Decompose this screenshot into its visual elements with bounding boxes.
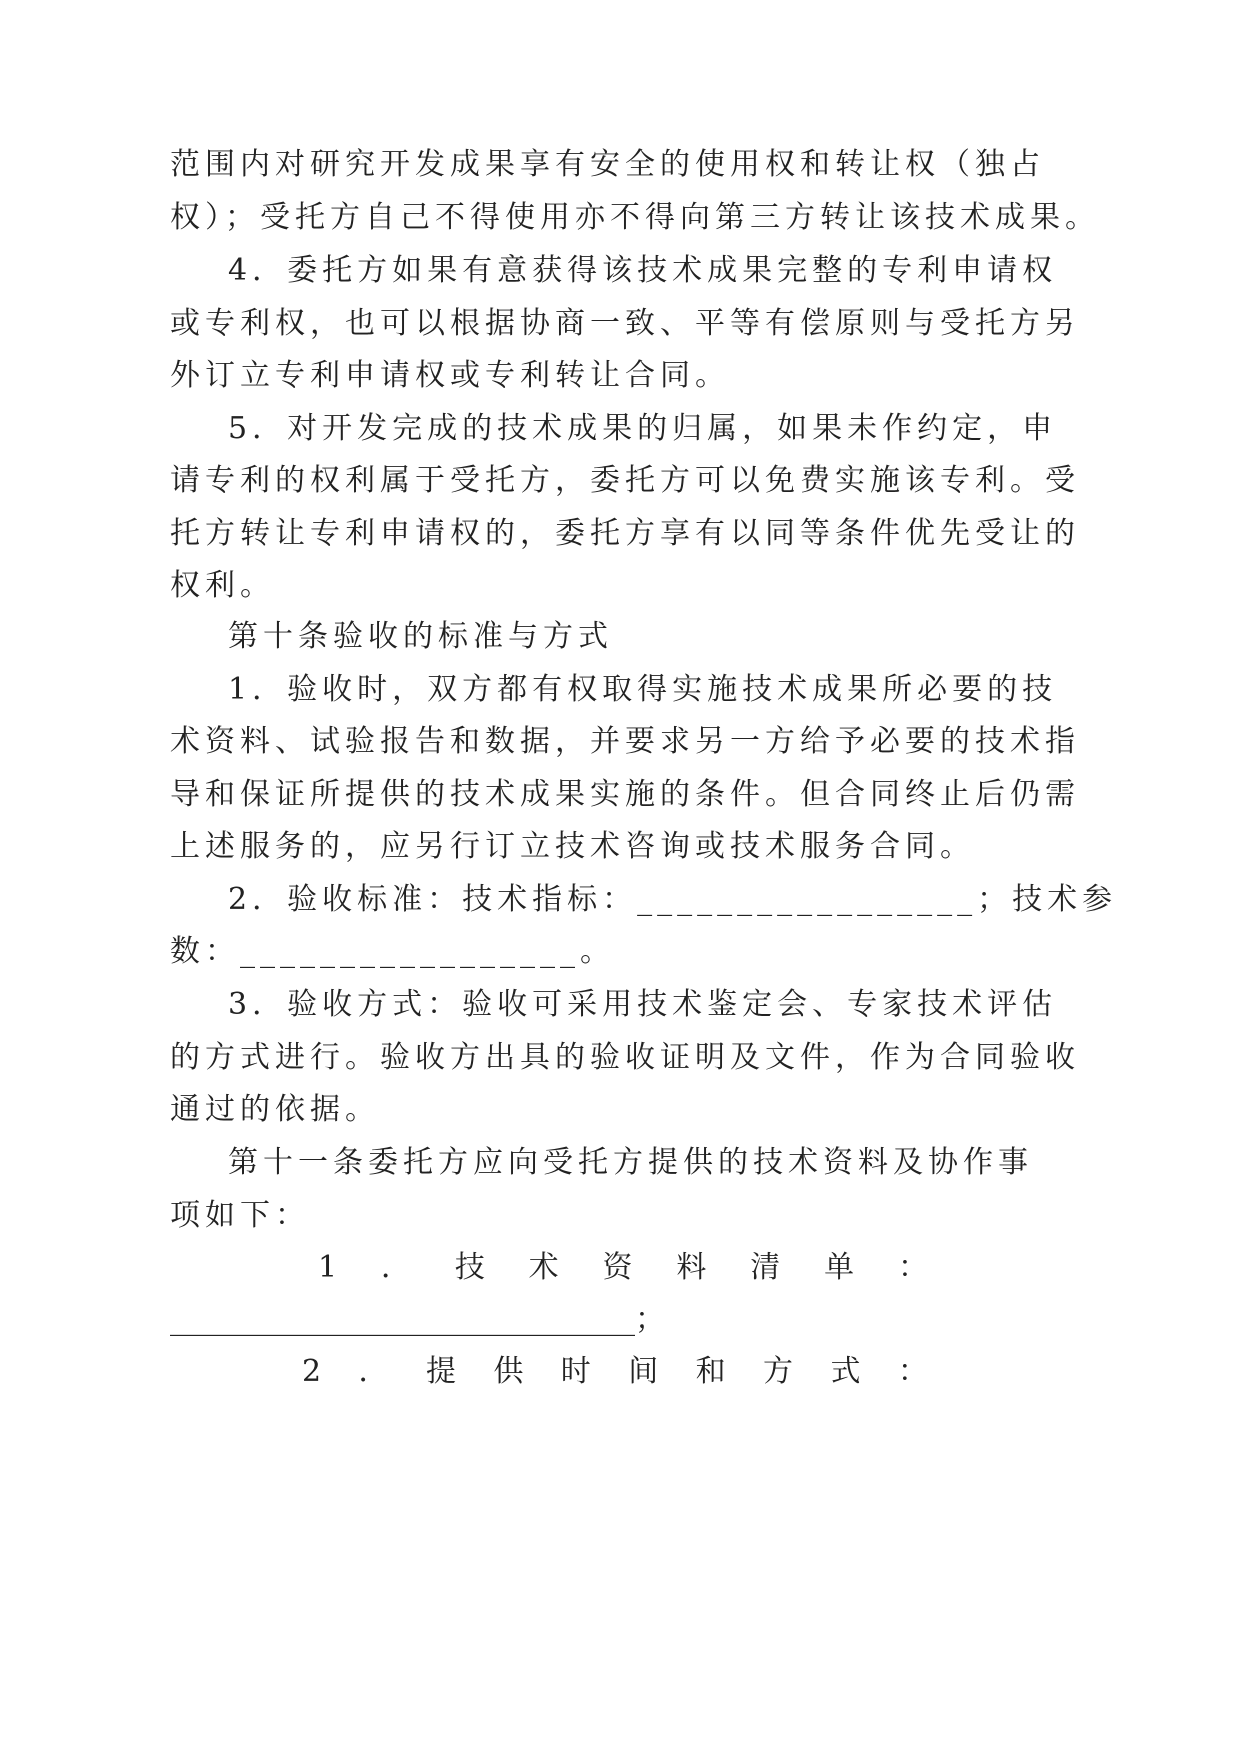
spread-char: ． (380, 1250, 411, 1285)
spread-line-delivery-time (302, 1352, 928, 1392)
text-line: 数：_________________。 (170, 934, 615, 969)
section-heading: 第十条验收的标准与方式 (228, 619, 613, 654)
spread-char: ： (897, 1354, 928, 1389)
text-line: 上述服务的，应另行订立技术咨询或技术服务合同。 (170, 829, 975, 864)
text-line: 2．验收标准：技术指标：_________________；技术参 (228, 882, 1118, 917)
text-line: 1．验收时，双方都有权取得实施技术成果所必要的技 (228, 672, 1058, 707)
text-line: 范围内对研究开发成果享有安全的使用权和转让权（独占 (170, 147, 1045, 182)
spread-char: 式 (830, 1354, 861, 1389)
spread-char: 间 (628, 1354, 659, 1389)
spread-char: ． (358, 1354, 389, 1389)
spread-char: 时 (560, 1354, 591, 1389)
text-line: 外订立专利申请权或专利转让合同。 (170, 358, 730, 393)
spread-char: 和 (695, 1354, 726, 1389)
spread-char: 技 (454, 1250, 485, 1285)
text-line: 导和保证所提供的技术成果实施的条件。但合同终止后仍需 (170, 777, 1080, 812)
text-line: 或专利权，也可以根据协商一致、平等有偿原则与受托方另 (170, 306, 1080, 341)
text-line: 4．委托方如果有意获得该技术成果完整的专利申请权 (228, 253, 1058, 288)
spread-char: 术 (528, 1250, 559, 1285)
text-line: 的方式进行。验收方出具的验收证明及文件，作为合同验收 (170, 1040, 1080, 1075)
spread-char: 料 (676, 1250, 707, 1285)
spread-line-technical-materials (318, 1248, 928, 1288)
text-line: 3．验收方式：验收可采用技术鉴定会、专家技术评估 (228, 987, 1058, 1022)
text-line: 术资料、试验报告和数据，并要求另一方给予必要的技术指 (170, 724, 1080, 759)
text-line: 权利。 (170, 568, 275, 603)
text-line: 托方转让专利申请权的，委托方享有以同等条件优先受让的 (170, 516, 1080, 551)
text-line: 项如下： (170, 1198, 310, 1233)
section-heading: 第十一条委托方应向受托方提供的技术资料及协作事 (228, 1145, 1033, 1180)
spread-char: 提 (425, 1354, 456, 1389)
spread-char: 方 (763, 1354, 794, 1389)
text-line: 通过的依据。 (170, 1092, 380, 1127)
text-line: 5．对开发完成的技术成果的归属，如果未作约定，申 (228, 411, 1058, 446)
text-line-blank: _______________________________； (170, 1302, 665, 1337)
text-line: 请专利的权利属于受托方，委托方可以免费实施该专利。受 (170, 463, 1080, 498)
spread-char: 2 (302, 1354, 322, 1389)
spread-char: 1 (318, 1250, 338, 1285)
text-line: 权）；受托方自己不得使用亦不得向第三方转让该技术成果。 (170, 200, 1100, 235)
spread-char: ： (897, 1250, 928, 1285)
spread-char: 资 (602, 1250, 633, 1285)
spread-char: 供 (493, 1354, 524, 1389)
spread-char: 清 (750, 1250, 781, 1285)
spread-char: 单 (824, 1250, 855, 1285)
